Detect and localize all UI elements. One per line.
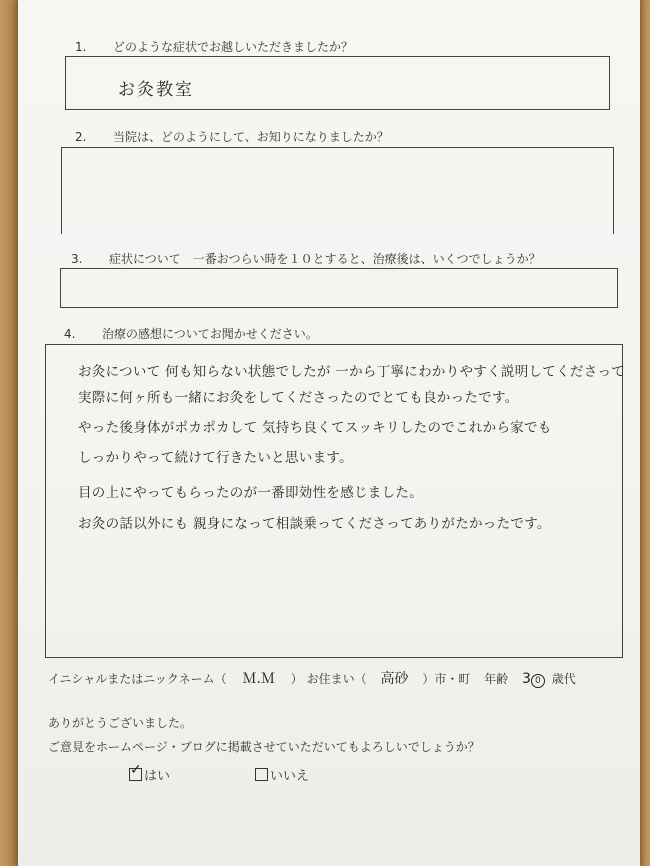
yes-option[interactable] (129, 762, 171, 784)
answer-box-2[interactable] (61, 147, 614, 234)
handwritten-line-3: やった後身体がポカポカして 気持ち良くてスッキリしたのでこれから家でも (78, 420, 552, 436)
handwritten-line-2: 実際に何ヶ所も一緒にお灸をしてくださったのでとても良かったです。 (78, 390, 519, 406)
question-text: 症状について 一番おつらい時を１０とすると、治療後は、いくつでしょうか？ (109, 252, 541, 266)
check-mark-icon: ✓ (130, 762, 142, 778)
handwritten-line-6: お灸の話以外にも 親身になって相談乗ってくださってありがたかったです。 (78, 516, 551, 532)
table-surface-right (640, 0, 650, 866)
city-label: ）市・町 (422, 672, 471, 686)
question-number: 2. (75, 130, 87, 144)
age-label: 年齢 (484, 672, 509, 686)
question-1 (75, 38, 353, 55)
answer-box-3[interactable] (60, 268, 618, 308)
initial-close-paren: ） (290, 672, 303, 686)
questionnaire-sheet (18, 0, 640, 866)
question-2 (75, 128, 389, 145)
question-3 (71, 250, 541, 267)
thanks-text: ありがとうございました。 (48, 716, 193, 730)
age-value: 3 (522, 671, 531, 687)
yes-label: はい (144, 769, 171, 784)
age-suffix: 歳代 (551, 672, 576, 686)
question-text: 治療の感想についてお聞かせください。 (102, 327, 318, 341)
question-4 (64, 325, 318, 342)
residence-label: お住まい（ (306, 672, 367, 686)
question-number: 4. (64, 327, 76, 341)
no-label: いいえ (270, 769, 310, 784)
question-text: どのような症状でお越しいただきましたか？ (113, 40, 354, 54)
handwritten-line-1: お灸について 何も知らない状態でしたが 一から丁寧にわかりやすく説明してくださって (78, 364, 626, 380)
question-number: 1. (75, 40, 87, 54)
yes-checkbox[interactable] (129, 762, 142, 781)
initial-value: Ｍ.Ｍ (242, 671, 275, 687)
handwritten-answer-1: お灸教室 (118, 80, 194, 100)
age-circle-mark: 0 (531, 674, 545, 688)
no-checkbox[interactable] (255, 768, 268, 781)
residence-value: 高砂 (380, 671, 409, 687)
question-text: 当院は、どのようにして、お知りになりましたか？ (113, 130, 389, 144)
handwritten-line-4: しっかりやって続けて行きたいと思います。 (78, 450, 353, 466)
respondent-info-row (48, 668, 576, 688)
no-option[interactable] (255, 765, 309, 784)
initial-label: イニシャルまたはニックネーム（ (48, 672, 227, 686)
question-number: 3. (71, 252, 83, 266)
handwritten-line-5: 目の上にやってもらったのが一番即効性を感じました。 (78, 485, 423, 501)
consent-question: ご意見をホームページ・ブログに掲載させていただいてもよろしいでしょうか？ (48, 740, 480, 754)
